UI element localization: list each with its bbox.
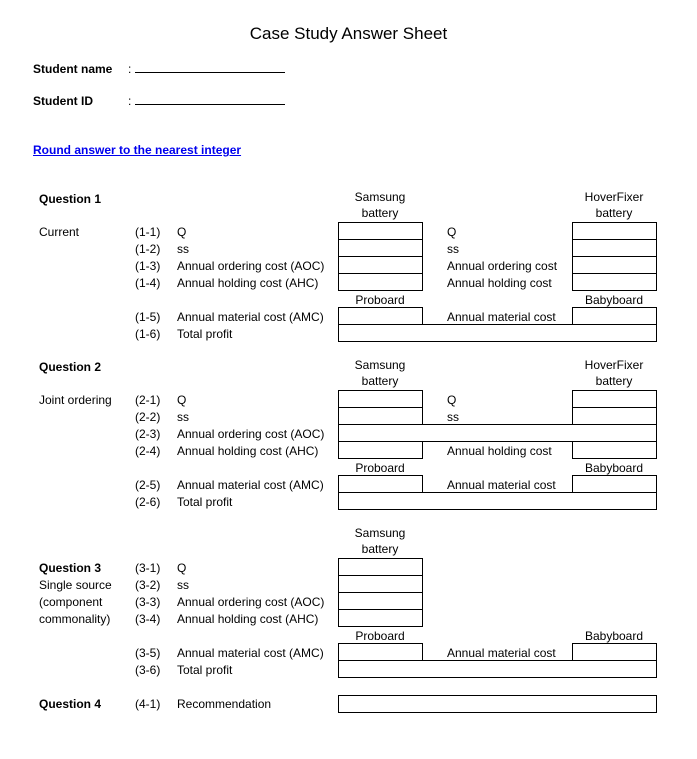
samsung-battery-header: Samsung: [354, 526, 406, 540]
row-label: Annual holding cost (AHC): [177, 276, 319, 290]
answer-box-left[interactable]: [338, 256, 423, 274]
recommendation-answer-box[interactable]: [338, 695, 657, 713]
row-number: (2-5): [135, 478, 161, 492]
row-label: Annual material cost (AMC): [177, 478, 324, 492]
right-row-label: Annual material cost: [447, 310, 556, 324]
question-4-title: Question 4: [39, 697, 102, 711]
student-id-label: Student ID: [33, 94, 93, 108]
row-label: Annual ordering cost (AOC): [177, 595, 325, 609]
answer-box-left[interactable]: [338, 558, 423, 576]
answer-box-left[interactable]: [338, 643, 423, 661]
answer-box-right[interactable]: [572, 239, 657, 257]
row-number: (4-1): [135, 697, 161, 711]
student-id-field[interactable]: [128, 93, 285, 109]
answer-box-right[interactable]: [572, 222, 657, 240]
student-id-blank[interactable]: [135, 94, 285, 105]
row-number: (2-4): [135, 444, 161, 458]
answer-box-right[interactable]: [572, 475, 657, 493]
row-label: Q: [177, 225, 187, 239]
answer-box-left[interactable]: [338, 307, 423, 325]
row-label: Total profit: [177, 327, 233, 341]
row-number: (1-1): [135, 225, 161, 239]
right-row-label: Q: [447, 225, 457, 239]
answer-box-left[interactable]: [338, 475, 423, 493]
row-label: Annual ordering cost (AOC): [177, 427, 325, 441]
row-number: (1-4): [135, 276, 161, 290]
row-number: (2-3): [135, 427, 161, 441]
row-number: (2-2): [135, 410, 161, 424]
row-number: (3-1): [135, 561, 161, 575]
right-row-label: Annual material cost: [447, 478, 556, 492]
row-label: Total profit: [177, 495, 233, 509]
answer-box-full[interactable]: [338, 424, 657, 442]
row-label: Annual holding cost (AHC): [177, 444, 319, 458]
babyboard-header: Babyboard: [584, 293, 644, 307]
question-subtitle: Current: [39, 225, 80, 239]
student-name-blank[interactable]: [135, 62, 285, 73]
row-label: Annual material cost (AMC): [177, 646, 324, 660]
row-label: Recommendation: [177, 697, 272, 711]
question-title: Question 3: [39, 561, 102, 575]
row-label: Q: [177, 393, 187, 407]
student-name-field[interactable]: [128, 61, 285, 77]
answer-box-left[interactable]: [338, 390, 423, 408]
proboard-header: Proboard: [355, 293, 405, 307]
instruction-link[interactable]: Round answer to the nearest integer: [33, 143, 242, 157]
row-number: (1-5): [135, 310, 161, 324]
row-label: Q: [177, 561, 187, 575]
row-number: (1-2): [135, 242, 161, 256]
babyboard-header: Babyboard: [584, 461, 644, 475]
question-subtitle: commonality): [39, 612, 111, 626]
answer-box-left[interactable]: [338, 407, 423, 425]
student-name-label: Student name: [33, 62, 113, 76]
hoverfixer-battery-header: battery: [595, 374, 633, 388]
hoverfixer-battery-header: HoverFixer: [584, 358, 644, 372]
row-number: (2-6): [135, 495, 161, 509]
question-subtitle: Single source: [39, 578, 112, 592]
row-number: (1-3): [135, 259, 161, 273]
hoverfixer-battery-header: HoverFixer: [584, 190, 644, 204]
right-row-label: Annual ordering cost: [447, 259, 558, 273]
babyboard-header: Babyboard: [584, 629, 644, 643]
row-number: (3-4): [135, 612, 161, 626]
row-number: (2-1): [135, 393, 161, 407]
colon: :: [128, 62, 132, 76]
row-number: (3-3): [135, 595, 161, 609]
answer-box-left[interactable]: [338, 441, 423, 459]
question-title: Question 1: [39, 192, 102, 206]
page-title: Case Study Answer Sheet: [249, 24, 448, 43]
row-number: (3-6): [135, 663, 161, 677]
answer-box-full[interactable]: [338, 660, 657, 678]
row-label: Total profit: [177, 663, 233, 677]
samsung-battery-header: Samsung: [354, 190, 406, 204]
question-subtitle: Joint ordering: [39, 393, 112, 407]
row-number: (3-5): [135, 646, 161, 660]
samsung-battery-header: battery: [361, 542, 399, 556]
answer-box-right[interactable]: [572, 256, 657, 274]
row-label: Annual material cost (AMC): [177, 310, 324, 324]
row-number: (3-2): [135, 578, 161, 592]
answer-box-left[interactable]: [338, 273, 423, 291]
answer-box-right[interactable]: [572, 307, 657, 325]
right-row-label: Annual holding cost: [447, 444, 552, 458]
colon: :: [128, 94, 132, 108]
answer-box-full[interactable]: [338, 492, 657, 510]
row-number: (1-6): [135, 327, 161, 341]
right-row-label: Q: [447, 393, 457, 407]
row-label: ss: [177, 242, 189, 256]
answer-box-right[interactable]: [572, 643, 657, 661]
row-label: Annual ordering cost (AOC): [177, 259, 325, 273]
samsung-battery-header: battery: [361, 374, 399, 388]
right-row-label: ss: [447, 242, 459, 256]
row-label: ss: [177, 410, 189, 424]
answer-box-right[interactable]: [572, 390, 657, 408]
answer-box-right[interactable]: [572, 273, 657, 291]
question-title: Question 2: [39, 360, 102, 374]
row-label: Annual holding cost (AHC): [177, 612, 319, 626]
answer-box-left[interactable]: [338, 239, 423, 257]
row-label: ss: [177, 578, 189, 592]
proboard-header: Proboard: [355, 629, 405, 643]
right-row-label: Annual holding cost: [447, 276, 552, 290]
answer-box-right[interactable]: [572, 407, 657, 425]
question-subtitle: (component: [39, 595, 103, 609]
hoverfixer-battery-header: battery: [595, 206, 633, 220]
samsung-battery-header: Samsung: [354, 358, 406, 372]
proboard-header: Proboard: [355, 461, 405, 475]
answer-box-left[interactable]: [338, 592, 423, 610]
answer-box-right[interactable]: [572, 441, 657, 459]
answer-box-left[interactable]: [338, 222, 423, 240]
answer-box-full[interactable]: [338, 324, 657, 342]
answer-box-left[interactable]: [338, 609, 423, 627]
right-row-label: ss: [447, 410, 459, 424]
samsung-battery-header: battery: [361, 206, 399, 220]
answer-box-left[interactable]: [338, 575, 423, 593]
right-row-label: Annual material cost: [447, 646, 556, 660]
